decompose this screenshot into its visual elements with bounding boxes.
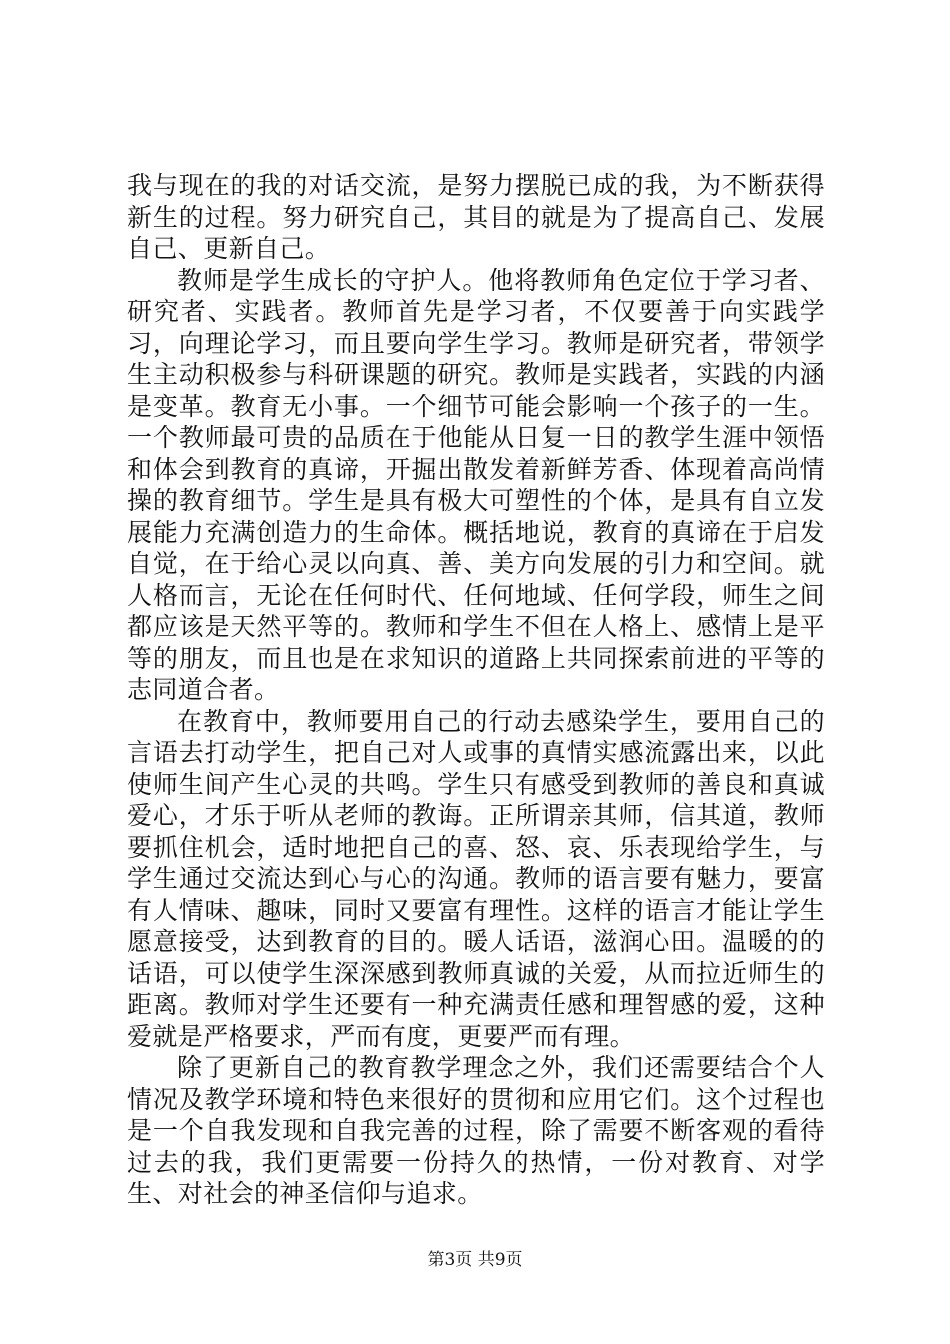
document-body [127, 170, 825, 1210]
paragraph: 除了更新自己的教育教学理念之外，我们还需要结合个人情况及教学环境和特色来很好的贯彻和应用它们。这个过程也是一个自我发现和自我完善的过程，除了需要不断客观的看待过去的我，我们更需要一份持久的热情，一份对教育、对学生、对社会的神圣信仰与追求。 [127, 1053, 825, 1208]
paragraph: 教师是学生成长的守护人。他将教师角色定位于学习者、研究者、实践者。教师首先是学习者，不仅要善于向实践学习，向理论学习，而且要向学生学习。教师是研究者，带领学生主动积极参与科研课题的研究。教师是实践者，实践的内涵是变革。教育无小事。一个细节可能会影响一个孩子的一生。一个教师最可贵的品质在于他能从日复一日的教学生涯中领悟和体会到教育的真谛，开掘出散发着新鲜芳香、体现着高尚情操的教育细节。学生是具有极大可塑性的个体，是具有自立发展能力充满创造力的生命体。概括地说，教育的真谛在于启发自觉，在于给心灵以向真、善、美方向发展的引力和空间。就人格而言，无论在任何时代、任何地域、任何学段，师生之间都应该是天然平等的。教师和学生不但在人格上、感情上是平等的朋友，而且也是在求知识的道路上共同探索前进的平等的志同道合者。 [127, 265, 825, 704]
page-footer: 第3页 共9页 [427, 1250, 523, 1270]
paragraph-continued: 我与现在的我的对话交流，是努力摆脱已成的我，为不断获得新生的过程。努力研究自己，其目的就是为了提高自己、发展自己、更新自己。 [127, 171, 825, 263]
paragraph: 在教育中，教师要用自己的行动去感染学生，要用自己的言语去打动学生，把自己对人或事的真情实感流露出来，以此使师生间产生心灵的共鸣。学生只有感受到教师的善良和真诚爱心，才乐于听从老师的教诲。正所谓亲其师，信其道，教师要抓住机会，适时地把自己的喜、怒、哀、乐表现给学生，与学生通过交流达到心与心的沟通。教师的语言要有魅力，要富有人情味、趣味，同时又要富有理性。这样的语言才能让学生愿意接受，达到教育的目的。暖人话语，滋润心田。温暖的的话语，可以使学生深深感到教师真诚的关爱，从而拉近师生的距离。教师对学生还要有一种充满责任感和理智感的爱，这种爱就是严格要求，严而有度，更要严而有理。 [127, 706, 825, 1051]
